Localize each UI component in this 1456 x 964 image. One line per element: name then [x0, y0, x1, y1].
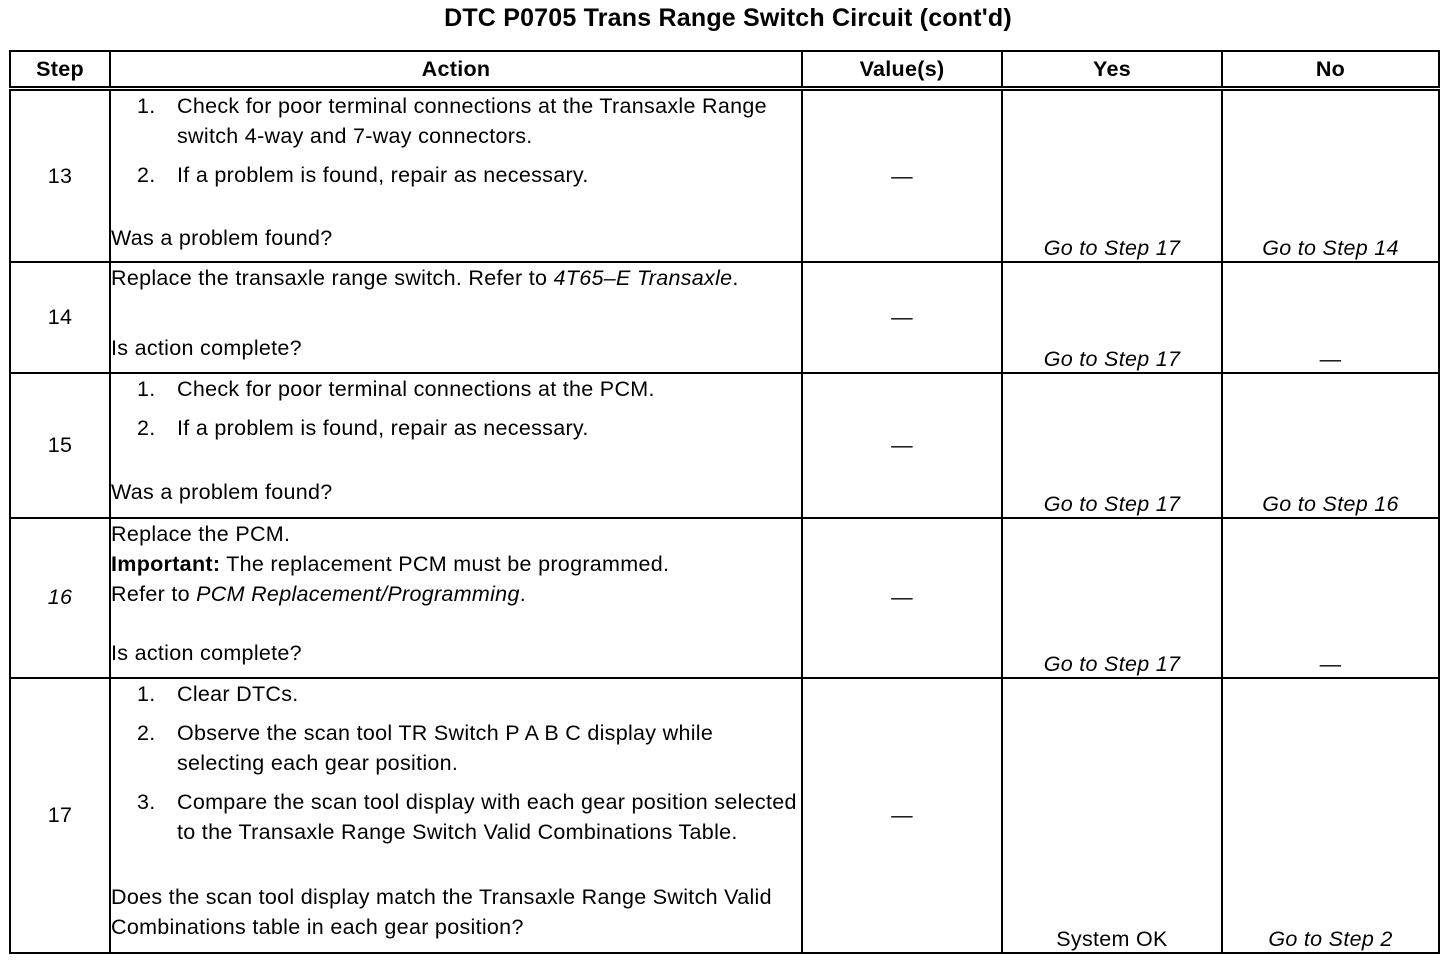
header-step: Step: [10, 51, 110, 89]
action-text: Replace the transaxle range switch. Refer to 4T65–E Transaxle.: [111, 266, 739, 290]
yes-cell: Go to Step 17: [1002, 89, 1222, 263]
yes-cell: System OK: [1002, 678, 1222, 953]
action-question: Is action complete?: [111, 336, 302, 360]
reference-link: PCM Replacement/Programming: [196, 581, 520, 606]
action-cell: [110, 678, 802, 953]
yes-cell: Go to Step 17: [1002, 262, 1222, 373]
header-values: Value(s): [802, 51, 1002, 89]
no-cell: —: [1222, 518, 1439, 678]
list-item: 3. Compare the scan tool display with each gear position selected to the Transaxle Range Switch Valid Combinations Table.: [137, 790, 797, 845]
value-cell: —: [802, 518, 1002, 678]
step-number: 13: [10, 89, 110, 263]
table-row-step-14: [10, 262, 1439, 373]
no-cell: Go to Step 16: [1222, 373, 1439, 517]
list-item: 1. Check for poor terminal connections at the PCM.: [137, 377, 655, 402]
action-text: Replace the PCM.: [111, 521, 291, 546]
action-cell: [110, 262, 802, 373]
yes-cell: Go to Step 17: [1002, 373, 1222, 517]
value-cell: —: [802, 678, 1002, 953]
list-item: 1. Check for poor terminal connections at the Transaxle Range switch 4-way and 7-way connectors.: [137, 94, 767, 148]
step-number: 14: [10, 262, 110, 373]
step-number: 17: [10, 678, 110, 953]
no-cell: —: [1222, 262, 1439, 373]
list-item: 2. Observe the scan tool TR Switch P A B C display while selecting each gear position.: [137, 721, 714, 776]
table-row-step-17: [10, 678, 1439, 953]
reference-line: Refer to PCM Replacement/Programming.: [111, 581, 526, 606]
no-cell: Go to Step 14: [1222, 89, 1439, 263]
table-row-step-13: [10, 89, 1439, 263]
list-item: 2. If a problem is found, repair as necessary.: [137, 163, 589, 187]
step-number: 16: [10, 518, 110, 678]
table-row-step-15: [10, 373, 1439, 517]
value-cell: —: [802, 373, 1002, 517]
yes-cell: Go to Step 17: [1002, 518, 1222, 678]
action-question: Does the scan tool display match the Transaxle Range Switch Valid Combinations table in each gear position?: [111, 885, 772, 940]
list-item: 2. If a problem is found, repair as necessary.: [137, 416, 589, 441]
reference-link: 4T65–E Transaxle: [553, 266, 733, 290]
diagnostic-table: [9, 50, 1440, 954]
action-question: Was a problem found?: [111, 226, 333, 250]
action-question: Was a problem found?: [111, 480, 333, 505]
important-note: Important: The replacement PCM must be programmed.: [111, 551, 670, 576]
table-header-row: [10, 51, 1439, 89]
step-number: 15: [10, 373, 110, 517]
header-no: No: [1222, 51, 1439, 89]
action-cell: [110, 518, 802, 678]
value-cell: —: [802, 262, 1002, 373]
list-item: 1. Clear DTCs.: [137, 682, 299, 707]
action-cell: [110, 89, 802, 263]
action-question: Is action complete?: [111, 640, 302, 665]
page-title: DTC P0705 Trans Range Switch Circuit (cont'd): [444, 4, 1012, 32]
action-cell: [110, 373, 802, 517]
header-yes: Yes: [1002, 51, 1222, 89]
no-cell: Go to Step 2: [1222, 678, 1439, 953]
table-row-step-16: [10, 518, 1439, 678]
header-action: Action: [110, 51, 802, 89]
value-cell: —: [802, 89, 1002, 263]
